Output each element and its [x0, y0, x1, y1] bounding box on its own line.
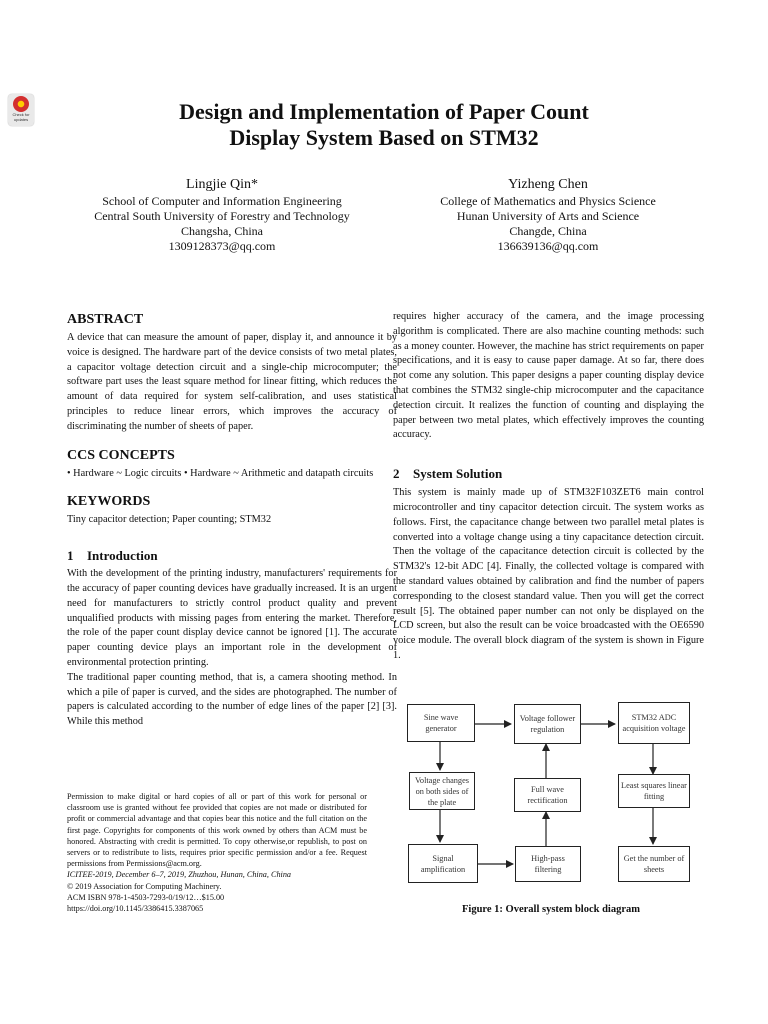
keywords-heading: KEYWORDS — [67, 494, 151, 510]
section-2-heading — [393, 465, 704, 482]
box-sine-wave-generator: Sine wave generator — [407, 704, 475, 742]
paper-title — [60, 99, 708, 151]
author-affiliation: College of Mathematics and Physics Science — [440, 194, 656, 208]
author-name: Yizheng Chen — [508, 177, 588, 192]
box-stm32-adc: STM32 ADC acquisition voltage — [618, 702, 690, 744]
keywords-text: Tiny capacitor detection; Paper counting; STM32 — [67, 514, 272, 526]
abstract-heading: ABSTRACT — [67, 312, 144, 327]
conference-info: ICITEE-2019, December 6–7, 2019, Zhuzhou, Hunan, China, China — [67, 870, 292, 880]
check-for-updates-badge[interactable] — [8, 94, 34, 126]
author-affiliation: School of Computer and Information Engineering — [102, 194, 342, 208]
doi-link[interactable]: https://doi.org/10.1145/3386415.3387065 — [67, 904, 204, 914]
author-university: Hunan University of Arts and Science — [456, 209, 640, 223]
author-name: Lingjie Qin* — [186, 177, 258, 192]
section-number: 2 — [393, 466, 400, 482]
box-signal-amplification: Signal amplification — [408, 844, 478, 883]
figure-caption: Figure 1: Overall system block diagram — [462, 904, 640, 915]
section-number: 1 — [67, 548, 74, 564]
isbn-line: ACM ISBN 978-1-4503-7293-0/19/12…$15.00 — [67, 892, 225, 902]
author-university: Central South University of Forestry and Technology — [94, 209, 350, 223]
author-location: Changde, China — [509, 224, 587, 238]
author-email[interactable]: 136639136@qq.com — [497, 239, 599, 253]
badge-line-1: Check for — [12, 112, 30, 117]
right-column — [393, 310, 704, 664]
box-sheet-count: Get the number of sheets — [618, 846, 690, 882]
author-block-1 — [52, 176, 392, 254]
author-location: Changsha, China — [181, 224, 263, 238]
box-least-squares: Least squares linear fitting — [618, 774, 690, 808]
author-email[interactable]: 1309128373@qq.com — [168, 239, 276, 253]
title-line-1: Design and Implementation of Paper Count — [179, 99, 589, 124]
system-block-diagram — [398, 694, 704, 901]
author-block-2 — [378, 176, 718, 254]
ccs-text: • Hardware ~ Logic circuits • Hardware ~ Arithmetic and datapath circuits — [67, 467, 374, 479]
box-high-pass-filtering: High-pass filtering — [515, 846, 581, 882]
box-full-wave-rectification: Full wave rectification — [514, 778, 581, 812]
system-solution-paragraph: This system is mainly made up of STM32F103ZET6 main control microcontroller and tiny capacitor detection circuit. The system works as follows. First, the capacitance change between two parallel metal plates is converted into a voltage change using a tiny capacitance detection circuit. Then the voltage of the capacitance detection circuit is collected by the STM32's 12-bit ADC [4]. Finally, the collected voltage is compared with the standard values obtained by calibration and find the number of papers corresponding to the closest standard value. Then you will get the correct result [5]. The obtained paper number can not only be displayed on the LCD screen, but also the result can be voice broadcasted with the OE6590 voice module. The overall block diagram of the system is shown in Figure 1. — [393, 487, 704, 661]
crossmark-icon — [13, 96, 29, 112]
badge-text — [12, 113, 29, 122]
box-voltage-changes: Voltage changes on both sides of the plate — [409, 772, 475, 810]
section-title: System Solution — [413, 466, 503, 482]
intro-continued-paragraph: requires higher accuracy of the camera, and the image processing algorithm is complicated. There are also machine counting methods: such as a money counter. However, the machine has strict requirements on paper specifications, and it is easy to cause paper damage. At so far, there does not come any solution. This paper designs a paper counting display device that combines the STM32 single-chip microcomputer and the capacitance detection circuit. It realizes the function of counting and displaying the paper between two metal plates, which effectively improves the counting accuracy. — [393, 311, 704, 441]
abstract-text: A device that can measure the amount of paper, display it, and announce it by voice is designed. The hardware part of the device consists of two metal plates, a capacitor voltage detection circuit and a single-chip microcomputer; the software part uses the least square method for linear fitting, which reduces the amount of data required for system self-calibration, and uses statistical principles to reduce linear errors, which improves the accuracy of discriminating the number of sheets of paper. — [67, 332, 397, 432]
intro-heading — [67, 547, 397, 564]
intro-paragraph-2: The traditional paper counting method, that is, a camera shooting method. In which a pile of paper is curved, and the sides are photographed. The number of papers is calculated according to the number of edge lines of the paper [2] [3]. While this method — [67, 671, 397, 728]
badge-line-2: updates — [13, 116, 29, 122]
left-column — [67, 311, 397, 730]
permission-footnote — [67, 791, 367, 914]
box-voltage-follower: Voltage follower regulation — [514, 704, 581, 744]
section-title: Introduction — [87, 548, 158, 564]
permission-text: Permission to make digital or hard copies of all or part of this work for personal or classroom use is granted without fee provided that copies are not made or distributed for profit or commercial advantage and that copies bear this notice and the full citation on the first page. Copyrights for components of this work owned by others than ACM must be honored. Abstracting with credit is permitted. To copy otherwise,or republish, to post on servers or to redistribute to lists, requires prior specific permission and/or a fee. Request permissions from Permissions@acm.org. — [67, 792, 367, 869]
intro-paragraph-1: With the development of the printing industry, manufacturers' requirements for the accuracy of paper counting devices have gradually increased. It is an urgent need for manufacturers to strictly control product quality and prevent unqualified products with missing pages from entering the market. Therefore, the role of the paper count display device cannot be ignored [1]. The accurate paper counting device plays an important role in the development of environmental protection printing. — [67, 568, 397, 668]
ccs-heading: CCS CONCEPTS — [67, 447, 175, 463]
copyright-line: © 2019 Association for Computing Machinery. — [67, 881, 222, 891]
title-line-2: Display System Based on STM32 — [229, 125, 539, 150]
